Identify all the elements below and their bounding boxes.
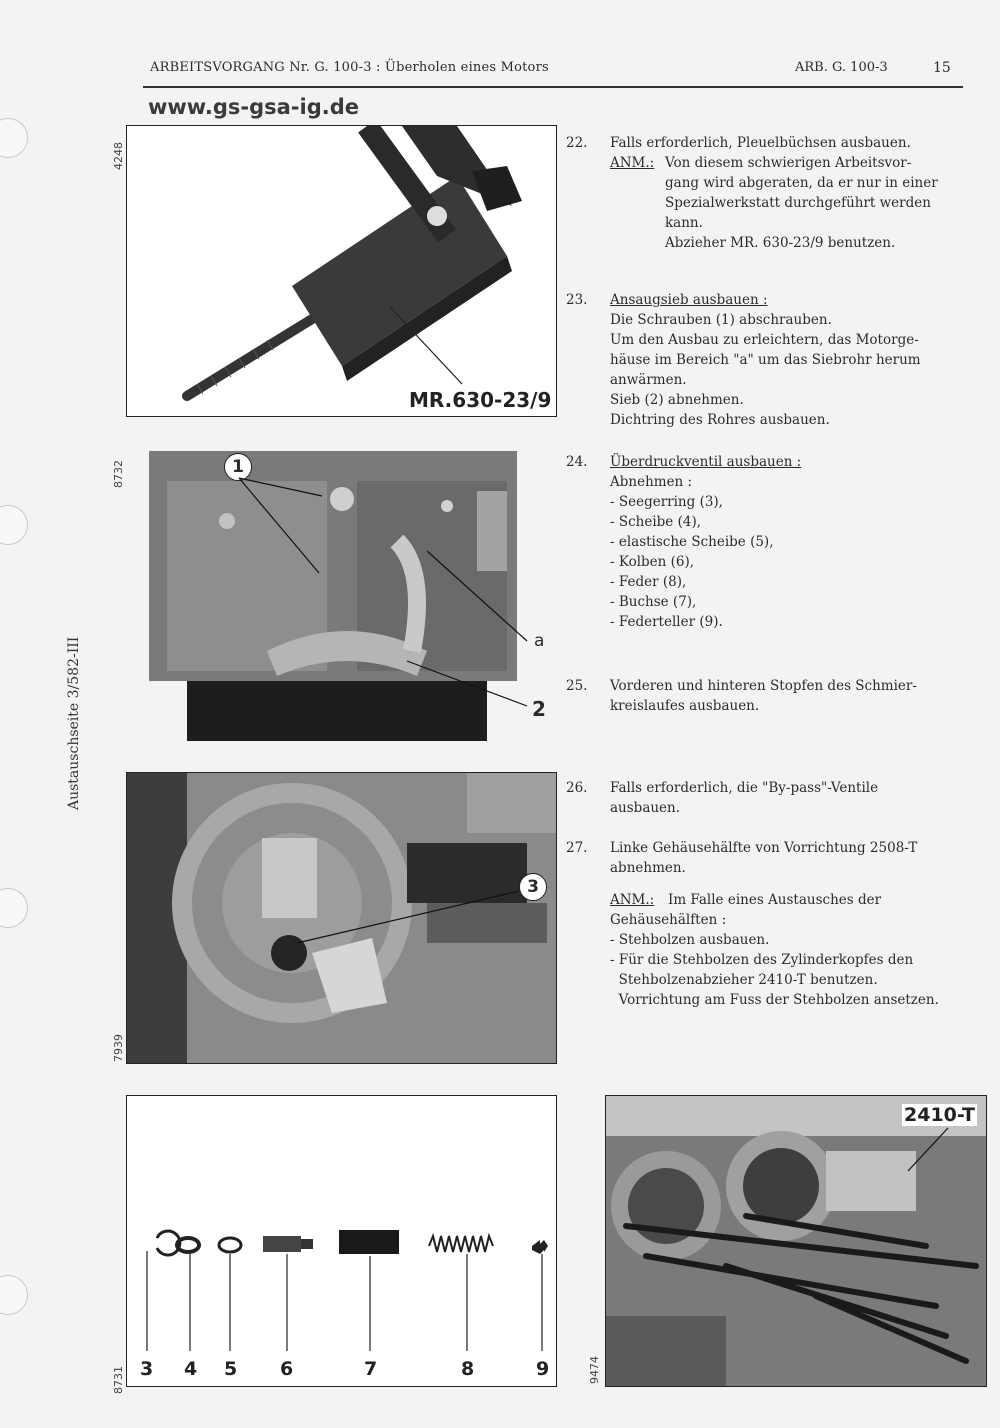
list-item: - Für die Stehbolzen des Zylinderkopfes den xyxy=(610,952,914,968)
step-line: Falls erforderlich, die "By-pass"-Ventile xyxy=(610,780,879,796)
step-number: 24. xyxy=(566,454,588,470)
figure-exploded-parts xyxy=(126,1095,557,1387)
tool-label: 2410-T xyxy=(904,1104,975,1126)
list-item: - elastische Scheibe (5), xyxy=(610,534,774,550)
part-number-5: 5 xyxy=(224,1358,238,1380)
callout-3: 3 xyxy=(519,873,547,901)
figure-number: 7939 xyxy=(112,1034,125,1062)
figure-number: 9474 xyxy=(588,1356,601,1384)
step-line: abnehmen. xyxy=(610,860,686,876)
note-text: Gehäusehälften : xyxy=(610,912,727,928)
list-item: - Kolben (6), xyxy=(610,554,695,570)
list-item: Vorrichtung am Fuss der Stehbolzen ansetzen. xyxy=(610,992,939,1008)
list-item: Stehbolzenabzieher 2410-T benutzen. xyxy=(610,972,878,988)
part-number-6: 6 xyxy=(280,1358,294,1380)
callout-2: 2 xyxy=(532,697,546,721)
page-number: 15 xyxy=(933,60,951,76)
leader-lines xyxy=(127,451,556,741)
part-number-4: 4 xyxy=(184,1358,198,1380)
website-watermark: www.gs-gsa-ig.de xyxy=(148,95,359,119)
leader-line xyxy=(127,126,556,416)
note-text: Von diesem schwierigen Arbeitsvor- xyxy=(665,155,912,171)
figure-stud-puller xyxy=(605,1095,987,1387)
callout-1: 1 xyxy=(224,453,252,481)
step-title: Ansaugsieb ausbauen : xyxy=(610,292,768,308)
note-text: Im Falle eines Austausches der xyxy=(668,892,882,908)
step-line: kreislaufes ausbauen. xyxy=(610,698,760,714)
header-rule xyxy=(143,86,963,88)
list-item: - Buchse (7), xyxy=(610,594,697,610)
leader-line xyxy=(127,773,556,1063)
list-item: - Scheibe (4), xyxy=(610,514,701,530)
note-text: Spezialwerkstatt durchgeführt werden xyxy=(665,195,931,211)
list-item: - Federteller (9). xyxy=(610,614,723,630)
callout-a: a xyxy=(534,631,545,651)
step-line: Die Schrauben (1) abschrauben. xyxy=(610,312,832,328)
binder-hole xyxy=(0,118,28,158)
part-number-8: 8 xyxy=(461,1358,475,1380)
figure-intake-screen xyxy=(126,450,557,742)
step-line: Um den Ausbau zu erleichtern, das Motorge- xyxy=(610,332,919,348)
step-number: 23. xyxy=(566,292,588,308)
binder-hole xyxy=(0,505,28,545)
step-line: anwärmen. xyxy=(610,372,687,388)
figure-number: 8731 xyxy=(112,1366,125,1394)
binder-hole xyxy=(0,1275,28,1315)
step-number: 25. xyxy=(566,678,588,694)
list-item: - Feder (8), xyxy=(610,574,687,590)
figure-valve-location xyxy=(126,772,557,1064)
step-line: Sieb (2) abnehmen. xyxy=(610,392,744,408)
header-ref: ARB. G. 100-3 xyxy=(795,60,888,75)
figure-number: 8732 xyxy=(112,460,125,488)
step-line: häuse im Bereich "a" um das Siebrohr herum xyxy=(610,352,921,368)
step-title: Falls erforderlich, Pleuelbüchsen ausbauen. xyxy=(610,135,911,151)
figure-number: 4248 xyxy=(112,142,125,170)
header-operation: ARBEITSVORGANG Nr. G. 100-3 : Überholen eines Motors xyxy=(150,60,549,75)
note-text: gang wird abgeraten, da er nur in einer xyxy=(665,175,938,191)
step-line: ausbauen. xyxy=(610,800,681,816)
note-label: ANM.: xyxy=(610,892,655,908)
figure-puller-tool xyxy=(126,125,557,417)
step-number: 26. xyxy=(566,780,588,796)
step-number: 22. xyxy=(566,135,588,151)
step-number: 27. xyxy=(566,840,588,856)
part-number-9: 9 xyxy=(536,1358,550,1380)
step-line: Vorderen und hinteren Stopfen des Schmier- xyxy=(610,678,917,694)
step-title: Überdruckventil ausbauen : xyxy=(610,454,802,470)
part-number-3: 3 xyxy=(140,1358,154,1380)
side-label: Austauschseite 3/582-III xyxy=(66,636,82,810)
note-text: kann. xyxy=(665,215,703,231)
step-line: Linke Gehäusehälfte von Vorrichtung 2508-T xyxy=(610,840,918,856)
leader-line xyxy=(606,1096,986,1386)
part-number-7: 7 xyxy=(364,1358,378,1380)
list-item: - Seegerring (3), xyxy=(610,494,723,510)
tool-label: MR.630-23/9 xyxy=(409,388,552,412)
step-line: Abnehmen : xyxy=(610,474,693,490)
list-item: - Stehbolzen ausbauen. xyxy=(610,932,770,948)
note-text: Abzieher MR. 630-23/9 benutzen. xyxy=(665,235,896,251)
binder-hole xyxy=(0,888,28,928)
note-label: ANM.: xyxy=(610,155,655,171)
step-line: Dichtring des Rohres ausbauen. xyxy=(610,412,830,428)
parts-illustration xyxy=(127,1096,556,1386)
